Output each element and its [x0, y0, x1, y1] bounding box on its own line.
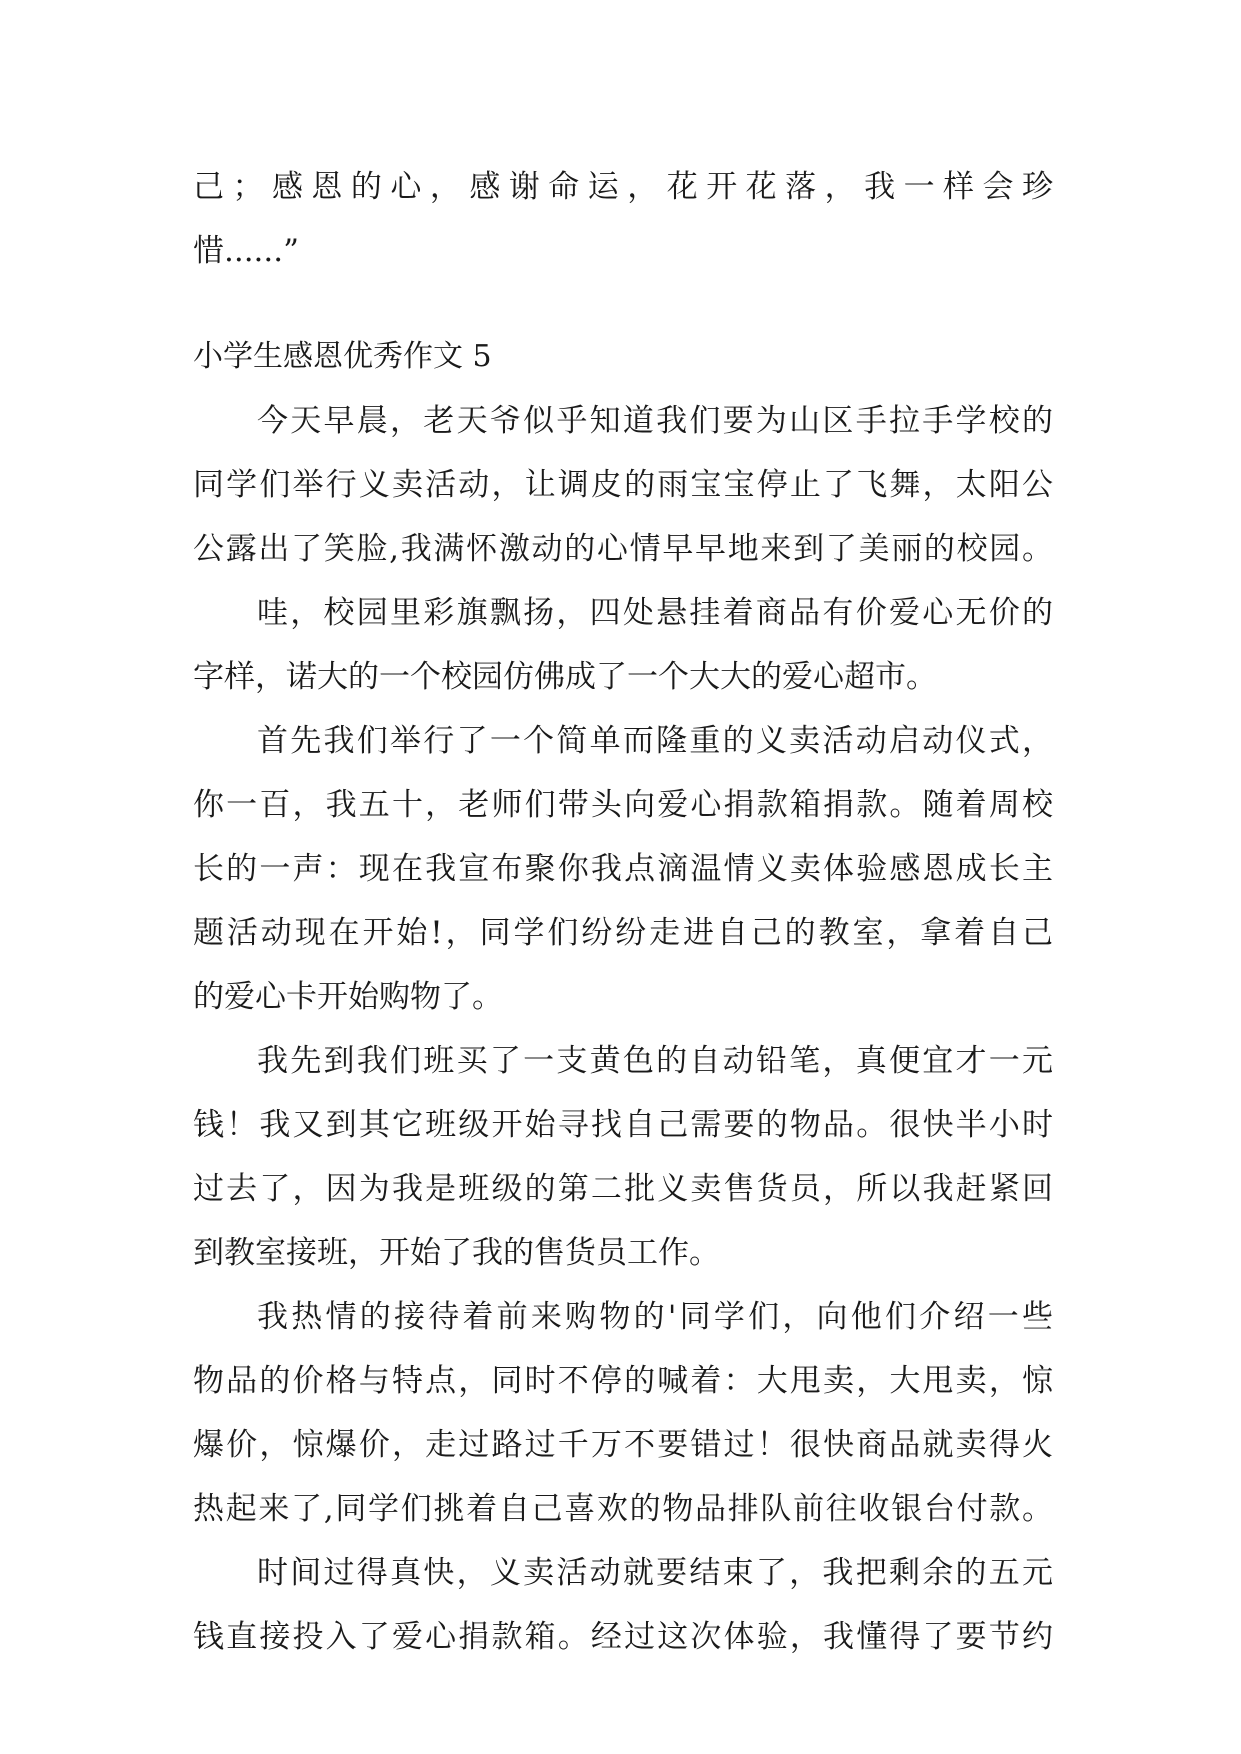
- paragraph-line: 你一百，我五十，老师们带头向爱心捐款箱捐款。随着周校: [193, 787, 1053, 823]
- paragraph-6: [193, 1541, 1053, 1669]
- paragraph-2: [193, 581, 1053, 709]
- paragraph-line: 字样，诺大的一个校园仿佛成了一个大大的爱心超市。: [193, 659, 937, 695]
- paragraph-line: 哇，校园里彩旗飘扬，四处悬挂着商品有价爱心无价的: [257, 595, 1053, 631]
- paragraph-3: [193, 709, 1053, 1029]
- paragraph-line: 同学们举行义卖活动，让调皮的雨宝宝停止了飞舞，太阳公: [193, 467, 1053, 503]
- paragraph-line: 题活动现在开始!，同学们纷纷走进自己的教室，拿着自己: [193, 915, 1053, 951]
- document-body: [193, 155, 1053, 1669]
- paragraph-line: 今天早晨，老天爷似乎知道我们要为山区手拉手学校的: [257, 403, 1053, 439]
- paragraph-line: 物品的价格与特点，同时不停的喊着：大甩卖，大甩卖，惊: [193, 1363, 1053, 1399]
- paragraph-line: 长的一声：现在我宣布聚你我点滴温情义卖体验感恩成长主: [193, 851, 1053, 887]
- paragraph-1: [193, 389, 1053, 581]
- paragraph-line: 时间过得真快，义卖活动就要结束了，我把剩余的五元: [257, 1555, 1053, 1591]
- paragraph-5: [193, 1285, 1053, 1541]
- paragraph-line: 我先到我们班买了一支黄色的自动铅笔，真便宜才一元: [257, 1043, 1053, 1079]
- paragraph-line: 首先我们举行了一个简单而隆重的义卖活动启动仪式，: [257, 723, 1053, 759]
- paragraph-line: 钱！我又到其它班级开始寻找自己需要的物品。很快半小时: [193, 1107, 1053, 1143]
- intro-line-1: 己；感恩的心，感谢命运，花开花落，我一样会珍: [193, 169, 1053, 205]
- paragraph-line: 的爱心卡开始购物了。: [193, 979, 503, 1015]
- paragraph-line: 过去了，因为我是班级的第二批义卖售货员，所以我赶紧回: [193, 1171, 1053, 1207]
- intro-line-2: 惜......”: [193, 233, 299, 269]
- paragraph-line: 我热情的接待着前来购物的'同学们，向他们介绍一些: [257, 1299, 1053, 1335]
- paragraph-line: 公露出了笑脸,我满怀激动的心情早早地来到了美丽的校园。: [193, 531, 1053, 567]
- essay-heading: 小学生感恩优秀作文 5: [193, 339, 492, 374]
- paragraph-4: [193, 1029, 1053, 1285]
- paragraph-line: 钱直接投入了爱心捐款箱。经过这次体验，我懂得了要节约: [193, 1619, 1053, 1655]
- paragraph-line: 爆价，惊爆价，走过路过千万不要错过！很快商品就卖得火: [193, 1427, 1053, 1463]
- paragraph-line: 到教室接班，开始了我的售货员工作。: [193, 1235, 720, 1271]
- paragraph-line: 热起来了,同学们挑着自己喜欢的物品排队前往收银台付款。: [193, 1491, 1053, 1527]
